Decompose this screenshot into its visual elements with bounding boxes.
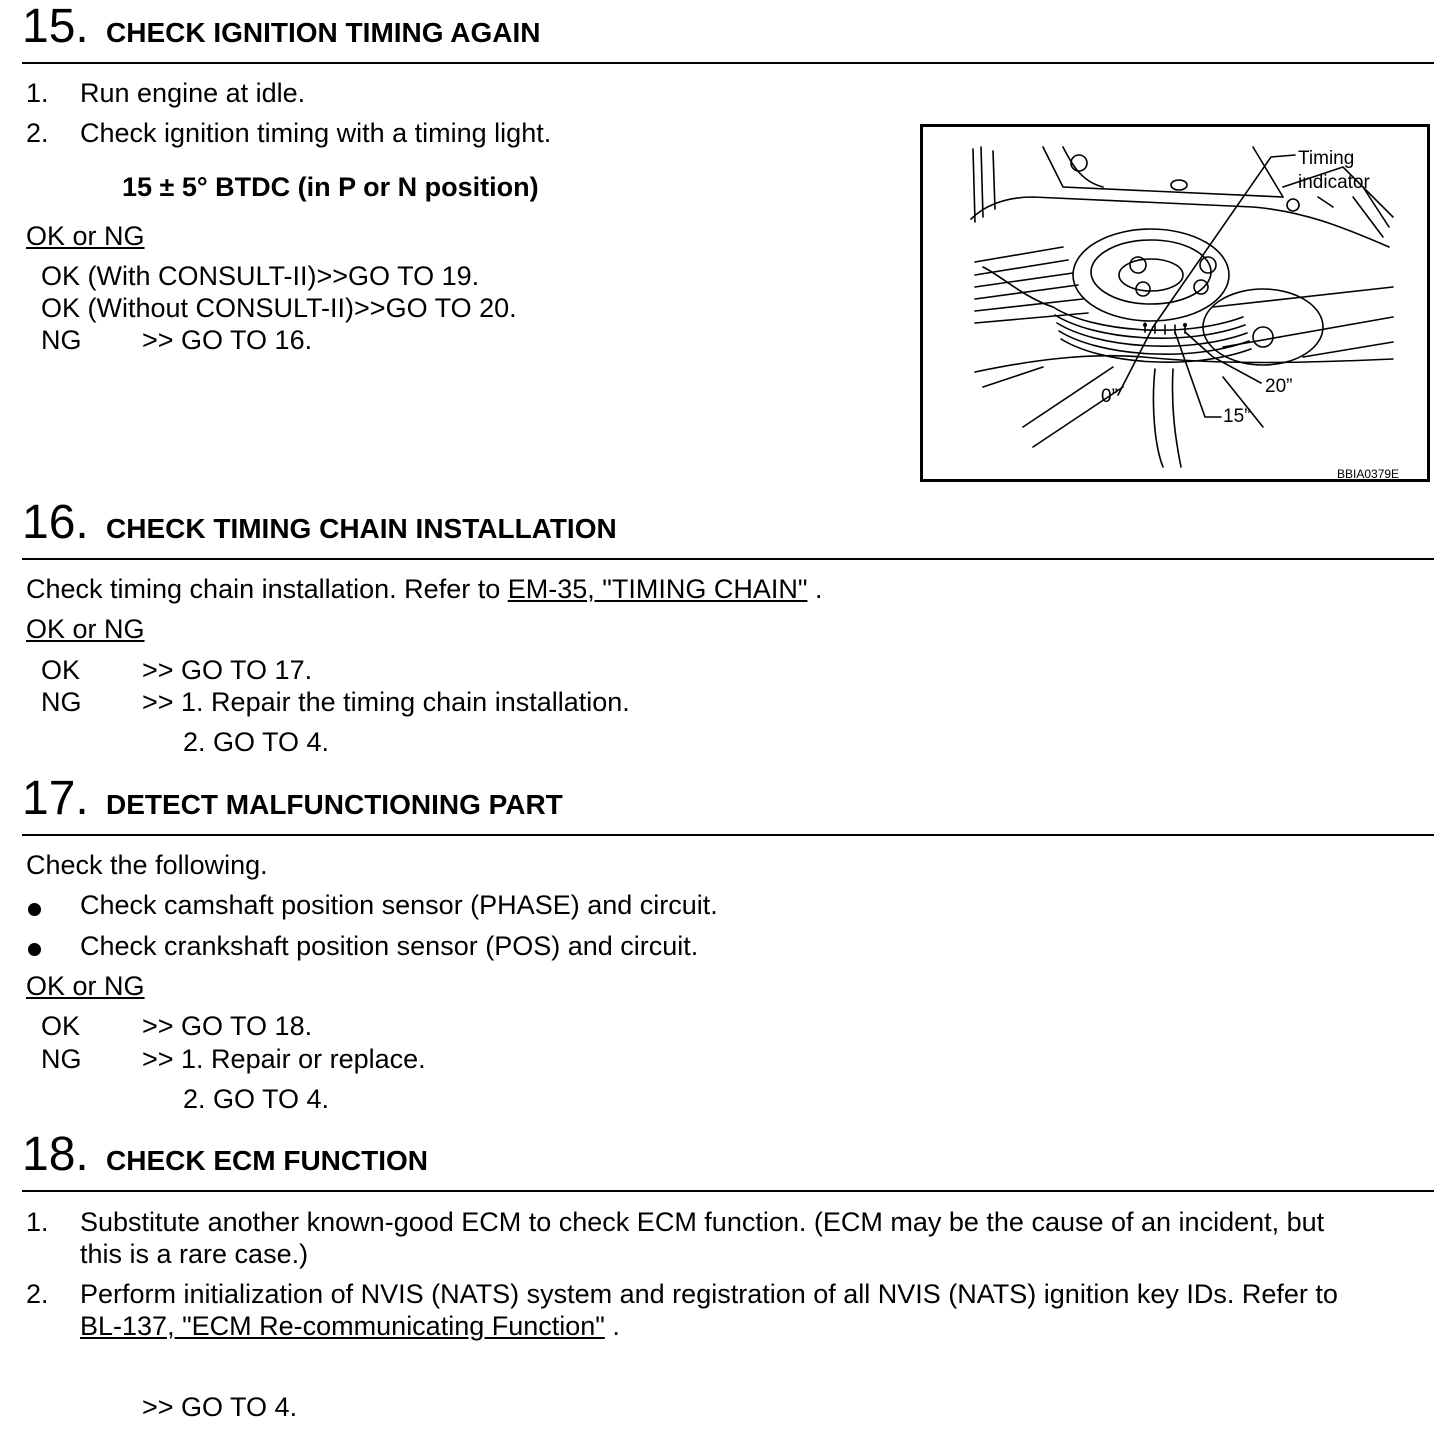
result-line: OK (Without CONSULT-II)>>GO TO 20. xyxy=(41,293,517,323)
ok-ng-label: OK or NG xyxy=(26,221,145,251)
section-number: 18. xyxy=(22,1128,89,1181)
step-number: 2. xyxy=(26,1279,49,1309)
result-value: >> 1. Repair or replace. xyxy=(142,1044,426,1074)
result-value: >> GO TO 4. xyxy=(142,1392,298,1422)
section-16-header xyxy=(22,498,1434,560)
step-text: Substitute another known-good ECM to check ECM function. (ECM may be the cause of an incident, but xyxy=(80,1207,1325,1237)
figure-id: BBIA0379E xyxy=(1337,467,1400,481)
section-title: CHECK TIMING CHAIN INSTALLATION xyxy=(106,513,617,544)
section-title: CHECK IGNITION TIMING AGAIN xyxy=(106,17,541,48)
step-number: 2. xyxy=(26,118,49,148)
bullet-text: Check crankshaft position sensor (POS) and circuit. xyxy=(80,931,699,961)
ok-ng-label: OK or NG xyxy=(26,971,145,1001)
result-value: 2. GO TO 4. xyxy=(183,1084,330,1114)
section-17-header xyxy=(22,774,1434,836)
step-text: Perform initialization of NVIS (NATS) system and registration of all NVIS (NATS) ignition key IDs. Refer to xyxy=(80,1279,1338,1309)
figure-label-twenty: 20” xyxy=(1265,376,1293,397)
step-number: 1. xyxy=(26,1207,49,1237)
reference-link[interactable]: EM-35, "TIMING CHAIN" xyxy=(507,574,808,604)
result-key: NG xyxy=(41,325,82,355)
instruction-text: Check timing chain installation. Refer to EM-35, "TIMING CHAIN" . xyxy=(26,574,823,604)
timing-spec: 15 ± 5° BTDC (in P or N position) xyxy=(122,172,539,202)
result-line: OK (With CONSULT-II)>>GO TO 19. xyxy=(41,261,480,291)
step-text-continued: this is a rare case.) xyxy=(80,1239,309,1269)
result-key: OK xyxy=(41,1011,81,1041)
bullet-icon xyxy=(28,943,41,956)
step-text: Run engine at idle. xyxy=(80,78,306,108)
reference-link[interactable]: BL-137, "ECM Re-communicating Function" xyxy=(80,1311,605,1341)
step-text: Check ignition timing with a timing light. xyxy=(80,118,552,148)
figure-label-fifteen: 15” xyxy=(1223,406,1251,427)
figure-label-indicator: indicator xyxy=(1298,172,1370,193)
result-value: >> 1. Repair the timing chain installation. xyxy=(142,687,630,717)
section-18-header xyxy=(22,1130,1434,1192)
bullet-icon xyxy=(28,903,41,916)
reference-line: BL-137, "ECM Re-communicating Function" . xyxy=(80,1311,620,1341)
result-value: >> GO TO 17. xyxy=(142,655,313,685)
result-value: 2. GO TO 4. xyxy=(183,727,330,757)
timing-figure xyxy=(920,124,1430,482)
section-title: DETECT MALFUNCTIONING PART xyxy=(106,789,563,820)
result-value: >> GO TO 18. xyxy=(142,1011,313,1041)
result-key: NG xyxy=(41,687,82,717)
step-number: 1. xyxy=(26,78,49,108)
section-15-header xyxy=(22,2,1434,64)
result-value: >> GO TO 16. xyxy=(142,325,313,355)
figure-label-timing: Timing xyxy=(1298,148,1355,169)
section-number: 17. xyxy=(22,772,89,825)
ok-ng-label: OK or NG xyxy=(26,614,145,644)
section-number: 16. xyxy=(22,496,89,549)
instruction-text: Check the following. xyxy=(26,850,268,880)
result-key: OK xyxy=(41,655,81,685)
figure-label-zero: 0” xyxy=(1101,386,1118,407)
section-title: CHECK ECM FUNCTION xyxy=(106,1145,428,1176)
bullet-text: Check camshaft position sensor (PHASE) and circuit. xyxy=(80,890,718,920)
section-number: 15. xyxy=(22,0,89,53)
result-key: NG xyxy=(41,1044,82,1074)
